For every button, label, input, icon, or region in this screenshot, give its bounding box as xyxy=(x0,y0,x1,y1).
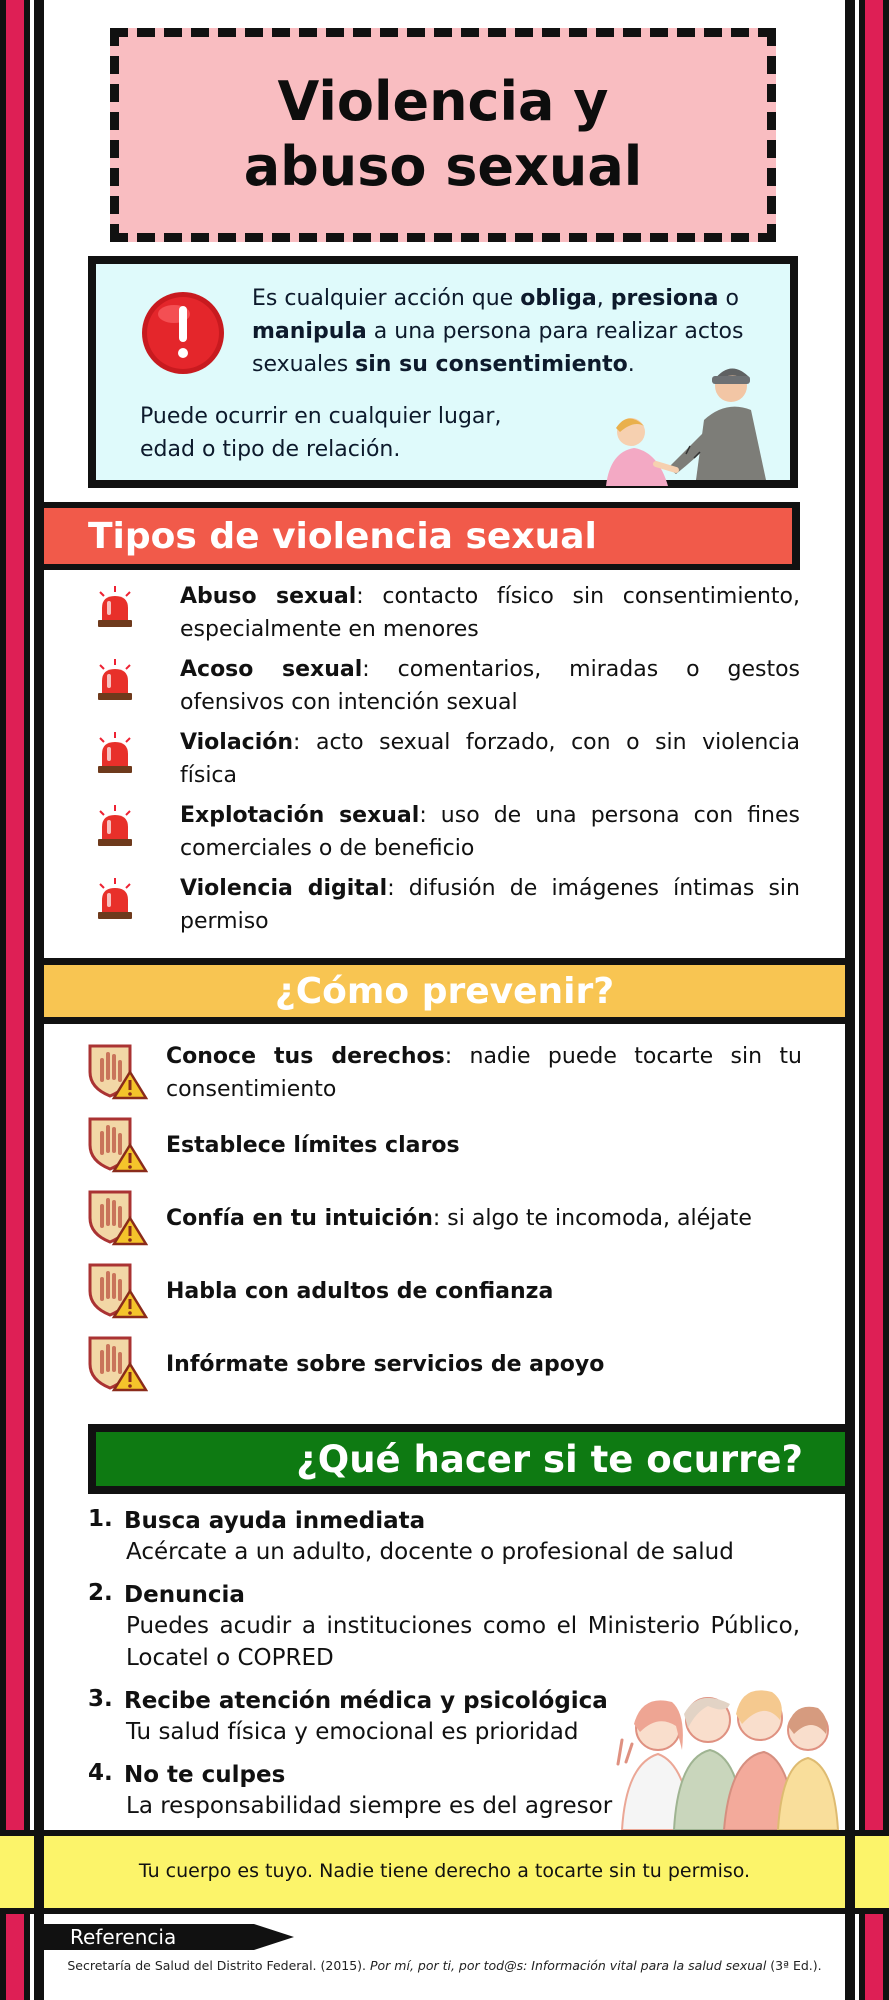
alert-icon xyxy=(140,290,226,376)
right-border xyxy=(859,0,889,2000)
prevent-text: Establece límites claros xyxy=(166,1133,460,1158)
todo-number: 2. xyxy=(88,1580,113,1606)
list-item xyxy=(86,1040,802,1113)
todo-title: Busca ayuda inmediata xyxy=(124,1508,426,1534)
type-text: Abuso sexual: contacto físico sin consentimiento, especialmente en menores xyxy=(180,584,800,642)
list-item xyxy=(86,1259,802,1332)
prevent-list xyxy=(86,1040,802,1405)
prevent-text: Confía en tu intuición: si algo te incomoda, aléjate xyxy=(166,1206,752,1231)
siren-icon xyxy=(92,584,138,630)
stop-hand-warning-icon xyxy=(86,1042,148,1100)
todo-title: No te culpes xyxy=(124,1762,286,1788)
definition-box xyxy=(88,256,798,488)
title-box xyxy=(110,28,776,242)
footer-message: Tu cuerpo es tuyo. Nadie tiene derecho a tocarte sin tu permiso. xyxy=(138,1860,751,1882)
todo-header-title: ¿Qué hacer si te ocurre? xyxy=(296,1438,803,1481)
inner-border-right xyxy=(845,0,855,2000)
page-title: Violencia y abuso sexual xyxy=(243,70,643,198)
stop-hand-warning-icon xyxy=(86,1261,148,1319)
stop-hand-warning-icon xyxy=(86,1115,148,1173)
list-item xyxy=(92,653,800,726)
reference-citation: Secretaría de Salud del Distrito Federal. (2015). Por mí, por ti, por tod@s: Información vital para la salud sexual (3ª Ed.). xyxy=(67,1958,822,1973)
types-list xyxy=(92,580,800,945)
prevent-header-title: ¿Cómo prevenir? xyxy=(274,971,615,1012)
todo-desc: La responsabilidad siempre es del agresor xyxy=(126,1793,613,1819)
left-border xyxy=(0,0,30,2000)
todo-desc: Acércate a un adulto, docente o profesional de salud xyxy=(126,1539,734,1565)
siren-icon xyxy=(92,730,138,776)
prevent-text: Conoce tus derechos: nadie puede tocarte sin tu consentimiento xyxy=(166,1044,802,1102)
types-header xyxy=(42,502,800,570)
todo-header xyxy=(88,1424,847,1494)
type-text: Violencia digital: difusión de imágenes íntimas sin permiso xyxy=(180,876,800,934)
todo-number: 4. xyxy=(88,1760,113,1786)
definition-text: Es cualquier acción que obliga, presiona o manipula a una persona para realizar actos sexuales sin su consentimiento. xyxy=(252,286,744,377)
prevent-header xyxy=(42,958,847,1024)
list-item xyxy=(86,1113,802,1186)
list-item xyxy=(92,799,800,872)
stop-hand-warning-icon xyxy=(86,1334,148,1392)
siren-icon xyxy=(92,657,138,703)
definition-note: Puede ocurrir en cualquier lugar, edad o tipo de relación. xyxy=(140,404,502,462)
type-text: Violación: acto sexual forzado, con o sin violencia física xyxy=(180,730,800,788)
list-item xyxy=(86,1186,802,1259)
todo-number: 3. xyxy=(88,1686,113,1712)
footer-band xyxy=(0,1830,889,1914)
types-header-title: Tipos de violencia sexual xyxy=(88,516,597,557)
todo-title: Recibe atención médica y psicológica xyxy=(124,1688,608,1714)
todo-desc: Tu salud física y emocional es prioridad xyxy=(126,1719,579,1745)
todo-number: 1. xyxy=(88,1506,113,1532)
siren-icon xyxy=(92,803,138,849)
type-text: Acoso sexual: comentarios, miradas o gestos ofensivos con intención sexual xyxy=(180,657,800,715)
list-item xyxy=(86,1332,802,1405)
todo-title: Denuncia xyxy=(124,1582,245,1608)
siren-icon xyxy=(92,876,138,922)
adult-child-illustration xyxy=(576,340,786,486)
prevent-text: Habla con adultos de confianza xyxy=(166,1279,554,1304)
prevent-text: Infórmate sobre servicios de apoyo xyxy=(166,1352,605,1377)
list-item xyxy=(88,1506,808,1568)
stop-hand-warning-icon xyxy=(86,1188,148,1246)
list-item xyxy=(92,726,800,799)
todo-desc: Puedes acudir a instituciones como el Ministerio Público, Locatel o COPRED xyxy=(126,1613,800,1671)
friends-group-illustration xyxy=(612,1654,840,1830)
list-item xyxy=(92,580,800,653)
type-text: Explotación sexual: uso de una persona con fines comerciales o de beneficio xyxy=(180,803,800,861)
reference-label: Referencia xyxy=(70,1925,177,1949)
list-item xyxy=(92,872,800,945)
inner-border-left xyxy=(34,0,44,2000)
